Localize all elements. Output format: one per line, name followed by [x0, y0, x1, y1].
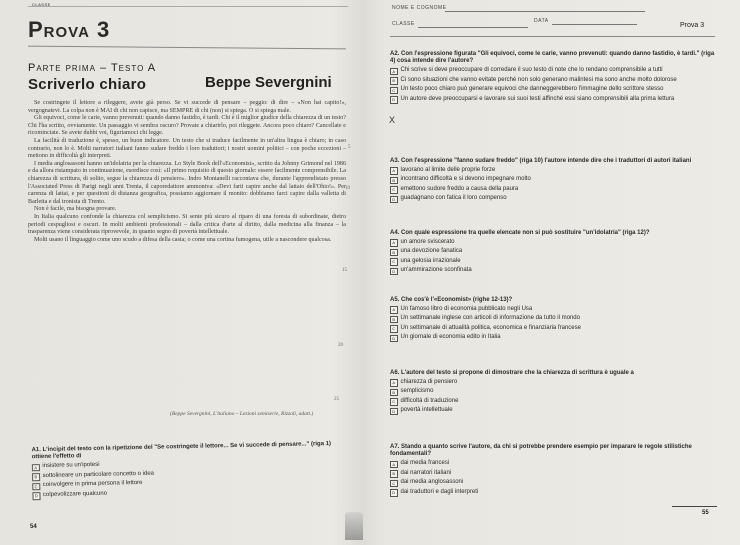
option-d[interactable]: D Un autore deve preoccuparsi e lavorare sui suoi testi affinché essi siano comprensibili alla prima lettura [390, 96, 715, 104]
question-text: A6. L'autore del testo si propone di dimostrare che la chiarezza di scrittura è uguale a [390, 370, 634, 376]
line-number: 20 [338, 343, 343, 348]
option-a[interactable]: A insistere su un'ipotesi [32, 457, 342, 471]
part-label: Parte prima – Testo A [28, 62, 157, 74]
option-a[interactable]: A un amore sviscerato [390, 239, 715, 247]
line-number: 5 [348, 145, 351, 150]
question-text: A3. Con l'espressione "fanno sudare freddo" (riga 10) l'autore intende dire che i traduttori di autori italiani [390, 158, 692, 164]
option-b[interactable]: B sottolineare un particolare concetto o idea [32, 467, 342, 481]
checkbox[interactable]: C [390, 258, 398, 266]
paragraph: Molti usano il linguaggio come uno scudo a difesa della casta; o come una cortina fumogena, utile a nascondere qualcosa. [34, 236, 332, 243]
question-text: A7. Stando a quanto scrive l'autore, da chi si potrebbe prendere esempio per imparare le regole stilistiche fondamentali? [390, 444, 692, 458]
data-label: DATA [534, 18, 549, 24]
option-b[interactable]: B Ci sono situazioni che vanno evitate perché non solo generano malintesi ma sono anche molto dolorose [390, 77, 715, 85]
checkbox[interactable]: A [390, 239, 398, 247]
option-c[interactable]: C dai media anglosassoni [390, 479, 715, 487]
nome-label: NOME E COGNOME [392, 5, 447, 11]
question-a7 [390, 444, 715, 497]
option-c[interactable]: C coinvolgere in prima persona il lettore [32, 476, 342, 490]
question-a2 [390, 51, 715, 104]
paragraph: I media anglosassoni hanno un'idolatria per la chiarezza. Lo Style Book dell'«Economist», scritto da Johnny Grimond nel 1986 e da allora ristampato in continuazione, esordisce così: «Il primo requisito di questo giornale: essere facilmente comprensibile. La chiarezza di scrittura, di solito, segue la chiarezza di pensiero». Indro Montanelli raccontava che, durante l'apprendistato presso l'Associated Press di Parigi negli anni Trenta, il caporedattore ammoniva: «Devi farti capire anche dal lattaio dell'Ohio!». Per carenza di lattai, e per questioni di distanza geografica, possiamo aggiornare il monito: dobbiamo farci capire dalla valletta di Barletta e dal tronista di Trento. [28, 160, 346, 205]
option-d[interactable]: D guadagnano con fatica il loro compenso [390, 195, 715, 203]
question-text: A2. Con l'espressione figurata "Gli equivoci, come le carie, vanno prevenuti: quando danno fastidio, è tardi." (riga 4) cosa intende dire l'autore? [390, 51, 715, 65]
paragraph: Non è facile, ma bisogna provare. [34, 206, 117, 213]
question-text: A5. Che cos'è l'«Economist» (righe 12-13)? [390, 297, 513, 303]
checkbox[interactable]: D [390, 96, 398, 104]
option-b[interactable]: B semplicismo [390, 388, 715, 396]
option-b[interactable]: B dai narratori italiani [390, 470, 715, 478]
option-d[interactable]: D Un giornale di economia edito in Italia [390, 334, 715, 342]
option-c[interactable]: C difficoltà di traduzione [390, 398, 715, 406]
option-c[interactable]: C emettono sudore freddo a causa della paura [390, 186, 715, 194]
checkbox[interactable]: D [390, 196, 398, 204]
checkbox[interactable]: C [390, 398, 398, 406]
footer-rule [672, 506, 717, 507]
classe-small-label: CLASSE [32, 2, 51, 7]
handwritten-mark: X [389, 115, 396, 125]
option-d[interactable]: D povertà intellettuale [390, 407, 715, 415]
checkbox[interactable]: A [32, 464, 40, 472]
title-rule [28, 46, 346, 50]
option-a[interactable]: A Un famoso libro di economia pubblicato negli Usa [390, 306, 715, 314]
page-number-left: 54 [30, 524, 37, 530]
question-a6 [390, 370, 715, 415]
classe-line [418, 27, 528, 28]
question-a3 [390, 158, 715, 203]
option-a[interactable]: A Chi scrive si deve preoccupare di corredare il suo testo di note che lo rendano comprensibile a tutti [390, 67, 715, 75]
option-c[interactable]: C una gelosia irrazionale [390, 258, 715, 266]
option-a[interactable]: A chiarezza di pensiero [390, 379, 715, 387]
checkbox[interactable]: C [32, 483, 40, 491]
option-d[interactable]: D un'ammirazione sconfinata [390, 267, 715, 275]
paragraph: Se costringete il lettore a rileggere, avete già perso. Se vi succede di pensare – peggio: di dire – «Non hai capito!», vergognatevi. La colpa non è MAI di chi non capisce, ma SEMPRE di chi (non) si spiega. O si spiega male. [28, 100, 346, 114]
checkbox[interactable]: B [390, 177, 398, 185]
data-line [552, 24, 637, 25]
option-d[interactable]: D dai traduttori e dagli interpreti [390, 489, 715, 497]
line-number: 25 [334, 397, 339, 402]
article-title: Scriverlo chiaro [28, 76, 147, 93]
checkbox[interactable]: C [390, 480, 398, 488]
option-d[interactable]: D colpevolizzare qualcuno [32, 486, 342, 500]
paragraph: La facilità di traduzione è, spesso, un buon indicatore. Un testo che si traduce facilmente in un'altra lingua è chiaro; in caso contrario, non lo è. Molti narratori italiani fanno sudare freddo i loro traduttori; i nostri uomini politici – con poche eccezioni – mettono in difficoltà gli interpreti. [28, 137, 346, 160]
article-body [28, 100, 346, 244]
top-rule [28, 6, 348, 7]
option-a[interactable]: A lavorano al limite delle proprie forze [390, 167, 715, 175]
prova-right: Prova 3 [680, 22, 705, 29]
checkbox[interactable]: A [390, 68, 398, 76]
question-text: A4. Con quale espressione tra quelle elencate non si può sostituire "un'idolatria" (riga 12)? [390, 230, 650, 236]
checkbox[interactable]: A [390, 379, 398, 387]
checkbox[interactable]: A [390, 461, 398, 469]
page-title: Prova 3 [28, 17, 111, 42]
question-a5 [390, 297, 715, 342]
classe-label: CLASSE [392, 21, 415, 27]
checkbox[interactable]: B [390, 249, 398, 257]
checkbox[interactable]: B [390, 389, 398, 397]
checkbox[interactable]: D [32, 492, 40, 500]
checkbox[interactable]: D [390, 268, 398, 276]
checkbox[interactable]: A [390, 306, 398, 314]
article-citation: (Beppe Severgnini, L'italiano – Lezioni semiserie, Rizzoli, adatt.) [170, 411, 314, 417]
option-b[interactable]: B una devozione fanatica [390, 248, 715, 256]
question-a4 [390, 230, 715, 275]
checkbox[interactable]: C [390, 186, 398, 194]
option-b[interactable]: B incontrano difficoltà e si devono impegnare molto [390, 176, 715, 184]
header-rule [390, 36, 715, 37]
page-number-right: 55 [702, 510, 709, 516]
question-text: A1. L'incipit del testo con la ripetizione del "Se costringete il lettore... Se vi succede di pensare..." (riga 1) ottiene l'effetto di [31, 440, 332, 461]
nome-line [445, 11, 645, 12]
article-author: Beppe Severgnini [205, 74, 332, 91]
checkbox[interactable]: C [390, 325, 398, 333]
option-c[interactable]: C Un testo poco chiaro può generare equivoci che danneggerebbero l'immagine dello scrittore stesso [390, 86, 715, 94]
checkbox[interactable]: A [390, 167, 398, 175]
checkbox[interactable]: D [390, 489, 398, 497]
checkbox[interactable]: B [32, 473, 40, 481]
line-number: 15 [342, 268, 347, 273]
question-a1 [31, 441, 342, 500]
checkbox[interactable]: B [390, 77, 398, 85]
option-a[interactable]: A dai media francesi [390, 460, 715, 468]
binding-clip-icon [345, 512, 363, 540]
checkbox[interactable]: B [390, 316, 398, 324]
paragraph: Gli equivoci, come le carie, vanno prevenuti: quando danno fastidio, è tardi. Chi è il miglior giudice della chiarezza di un testo? Chi l'ha scritto, ovviamente. Un passaggio vi sembra oscuro? Provate a chiarirlo, poi rileggete. Ancora poco chiaro? Cancellate e ricominciate. Se avete dubbi voi, figuriamoci chi legge. [28, 115, 346, 137]
checkbox[interactable]: D [390, 408, 398, 416]
option-c[interactable]: C Un settimanale di attualità politica, economica e finanziaria francese [390, 325, 715, 333]
checkbox[interactable]: B [390, 470, 398, 478]
option-b[interactable]: B Un settimanale inglese con articoli di informazione da tutto il mondo [390, 315, 715, 323]
line-number: 10 [345, 186, 350, 191]
checkbox[interactable]: D [390, 335, 398, 343]
checkbox[interactable]: C [390, 87, 398, 95]
paragraph: In Italia qualcuno confonde la chiarezza col semplicismo. Si sente più sicuro al riparo di una foresta di subordinate, dietro periodi cespugliosi e oscuri. In molti ambienti professionali – dalla critica d'arte al diritto, dalla medicina alla finanza – la trasparenza viene considerata riprovevole, in quanto segno di povertà intellettuale. [28, 213, 346, 236]
